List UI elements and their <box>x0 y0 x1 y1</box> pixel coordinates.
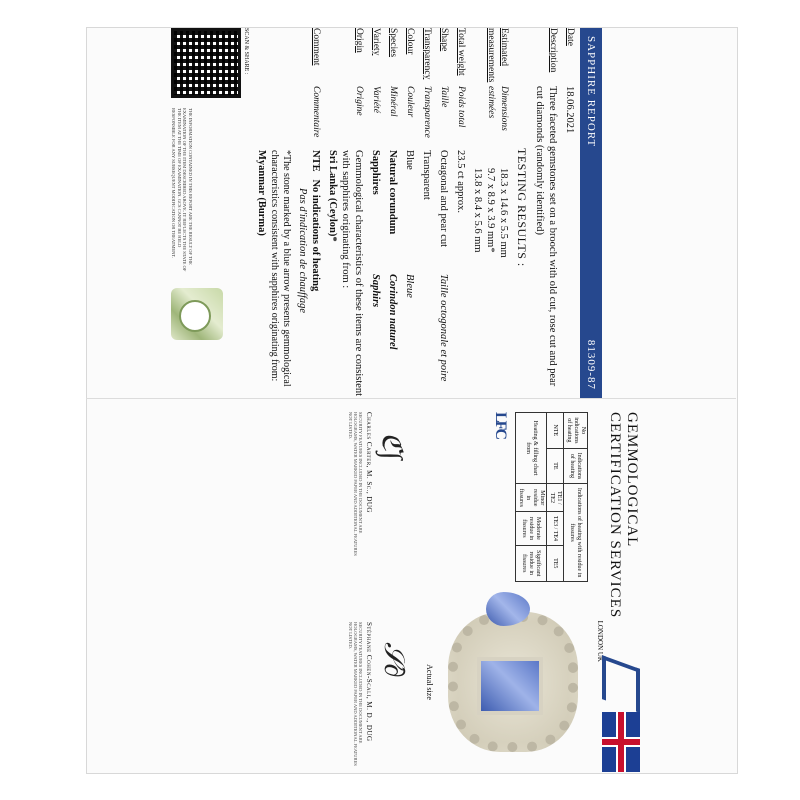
heating-code-4: TE3 / TE4 <box>547 512 564 545</box>
measurements-row <box>471 28 510 398</box>
heating-code-3: TE1 / TE2 <box>547 484 564 512</box>
variety-value-fr: Saphirs <box>370 274 381 308</box>
uk-flag-icon <box>602 712 640 772</box>
heating-residue-2: Minor residue in fissures <box>516 484 547 512</box>
certificate-body <box>425 412 588 772</box>
variety-row <box>369 28 382 398</box>
weight-value: 23.5 ct approx. <box>455 150 466 213</box>
actual-size-label: Actual size <box>425 664 434 700</box>
company-location: LONDON UK <box>596 620 604 662</box>
heating-residue-4: Significant residue in fissures <box>516 545 547 582</box>
comment-code: NTE <box>310 150 321 172</box>
description-value: Three faceted gemstones set on a brooch with old cut, rose cut and pear cut diamonds (randomly identified) <box>534 86 558 387</box>
testing-results-heading: TESTING RESULTS : <box>515 148 529 267</box>
fold-line <box>86 398 736 399</box>
measurement-1: 18.3 x 14.6 x 5.5 mm <box>498 168 509 258</box>
species-label: Species <box>388 28 398 58</box>
comment-values <box>255 150 322 398</box>
certificate-header <box>596 412 640 772</box>
transparency-row <box>420 28 433 398</box>
comment-label-fr: Commentaire <box>311 86 321 138</box>
report-banner <box>580 28 602 398</box>
variety-label-fr: Variété <box>371 86 381 113</box>
species-value: Natural corundum <box>387 150 398 235</box>
signature-1-name: Charles Carter, M. Sc., DUG <box>365 412 373 513</box>
date-label: Date <box>565 28 575 46</box>
shape-row <box>437 28 450 398</box>
origin-value: Sri Lanka (Ceylon)* <box>327 150 338 242</box>
measurements-label: Estimated measurements <box>486 28 509 83</box>
colour-label-fr: Couleur <box>405 86 415 118</box>
heating-residue-3: Moderate residue in fissures <box>516 512 547 545</box>
heating-code-5: TE5 <box>547 545 564 582</box>
species-row <box>386 28 399 398</box>
heating-table <box>515 412 588 582</box>
company-name: GEMMOLOGICAL CERTIFICATION SERVICES <box>607 412 640 619</box>
variety-label: Variety <box>371 28 381 56</box>
heating-code-2: TE <box>547 448 564 483</box>
certificate-panel <box>190 412 640 772</box>
colour-label: Colour <box>405 28 415 55</box>
qr-code[interactable] <box>171 28 241 98</box>
signature-2 <box>348 622 413 772</box>
weight-row <box>454 28 467 398</box>
colour-value: Blue <box>404 150 415 170</box>
signature-1-note: SECURITY FEATURES INCLUDED IN THE DOCUMENT ARE HOLOGRAMS, WATER MARKED PAPER AND ADDITIONAL FEATURES NOT LISTED. <box>348 412 363 556</box>
signature-2-name: Stéphane Cohen-Scali, M. D., DUG <box>365 622 373 742</box>
footnote-origin: Myanmar (Burma) <box>256 150 267 236</box>
comment-value: No indications of heating <box>310 179 321 292</box>
heating-residue-1: Heating & filling chart from <box>516 413 547 484</box>
lfc-logo-icon: LFC <box>492 412 509 438</box>
sapphire-report-panel <box>171 28 602 398</box>
disclaimer-text: THE INFORMATION CONTAINED IN THIS REPORT ARE THE RESULT OF THE EXAMINATION OF THE ITEM DESCRIBED ABOVE. IT REFLECTS THE STATE OF THE ITEM AT THE TIME OF EXAMINATION. GCS CANNOT BE HELD RESPONSIBLE FOR ANY SUBSEQUENT MODIFICATION OR TREATMENT. <box>171 108 193 272</box>
description-label: Description <box>548 28 558 73</box>
shape-value: Octagonal and pear cut <box>438 150 449 248</box>
date-row <box>563 28 576 398</box>
origin-text: Gemmological characteristics of these items are consistent with sapphires originating from : <box>340 150 364 397</box>
measurement-2: 9.7 x 8.9 x 3.9 mm* <box>485 168 496 253</box>
description-row <box>533 28 559 398</box>
signatures <box>348 412 413 772</box>
shape-label: Shape <box>439 28 449 52</box>
signature-2-note: SECURITY FEATURES INCLUDED IN THE DOCUMENT ARE HOLOGRAMS, WATER MARKED PAPER AND ADDITIONAL FEATURES NOT LISTED. <box>348 622 363 766</box>
colour-row <box>403 28 416 398</box>
transparency-value: Transparent <box>421 150 432 200</box>
species-label-fr: Minéral <box>388 86 398 117</box>
transparency-label: Transparency <box>422 28 432 80</box>
origin-label-fr: Origine <box>354 86 364 116</box>
signature-2-mark: 𝒮∂ <box>378 642 409 678</box>
weight-label: Total weight <box>456 28 466 76</box>
hologram-seal-icon <box>171 288 223 340</box>
comment-label: Comment <box>311 28 321 66</box>
gcs-logo-icon <box>602 662 640 706</box>
signature-1 <box>348 412 413 562</box>
comment-row <box>255 28 322 398</box>
report-title: SAPPHIRE REPORT <box>585 36 597 148</box>
heating-header-right: Indications of heating with residue in fissures <box>564 484 588 582</box>
transparency-label-fr: Transparence <box>422 86 432 138</box>
measurements-label-fr: Dimensions estimées <box>486 86 509 131</box>
date-value: 18.06.2021 <box>564 86 575 134</box>
shape-label-fr: Taille <box>439 86 449 108</box>
variety-value: Sapphires <box>370 150 381 195</box>
report-number: 81309-87 <box>585 339 597 390</box>
shape-value-fr: Taille octogonale et poire <box>438 274 449 382</box>
origin-values <box>326 150 365 398</box>
scan-share-label: SCAN & SHARE : <box>243 28 249 75</box>
signature-1-mark: ℭ∫ <box>376 432 407 460</box>
report-footer <box>171 28 249 398</box>
weight-label-fr: Poids total <box>456 86 466 128</box>
measurement-3: 13.8 x 8.4 x 5.6 mm <box>472 168 483 253</box>
footnote: *The stone marked by a blue arrow presents gemmological characteristics consistent with sapphires originating from: <box>269 150 292 387</box>
heating-header-left: No indications of heating <box>564 413 588 449</box>
octagonal-sapphire <box>477 657 543 715</box>
colour-value-fr: Bleue <box>404 274 415 298</box>
origin-label: Origin <box>354 28 364 53</box>
brooch-photo <box>438 602 588 762</box>
measurements-values <box>471 168 510 398</box>
comment-value-fr: Pas d'indication de chauffage <box>297 188 308 314</box>
heating-header-mid: Indications of heating <box>564 448 588 483</box>
origin-row <box>326 28 365 398</box>
heating-code-1: NTE <box>547 413 564 449</box>
species-value-fr: Corindon naturel <box>387 274 398 350</box>
